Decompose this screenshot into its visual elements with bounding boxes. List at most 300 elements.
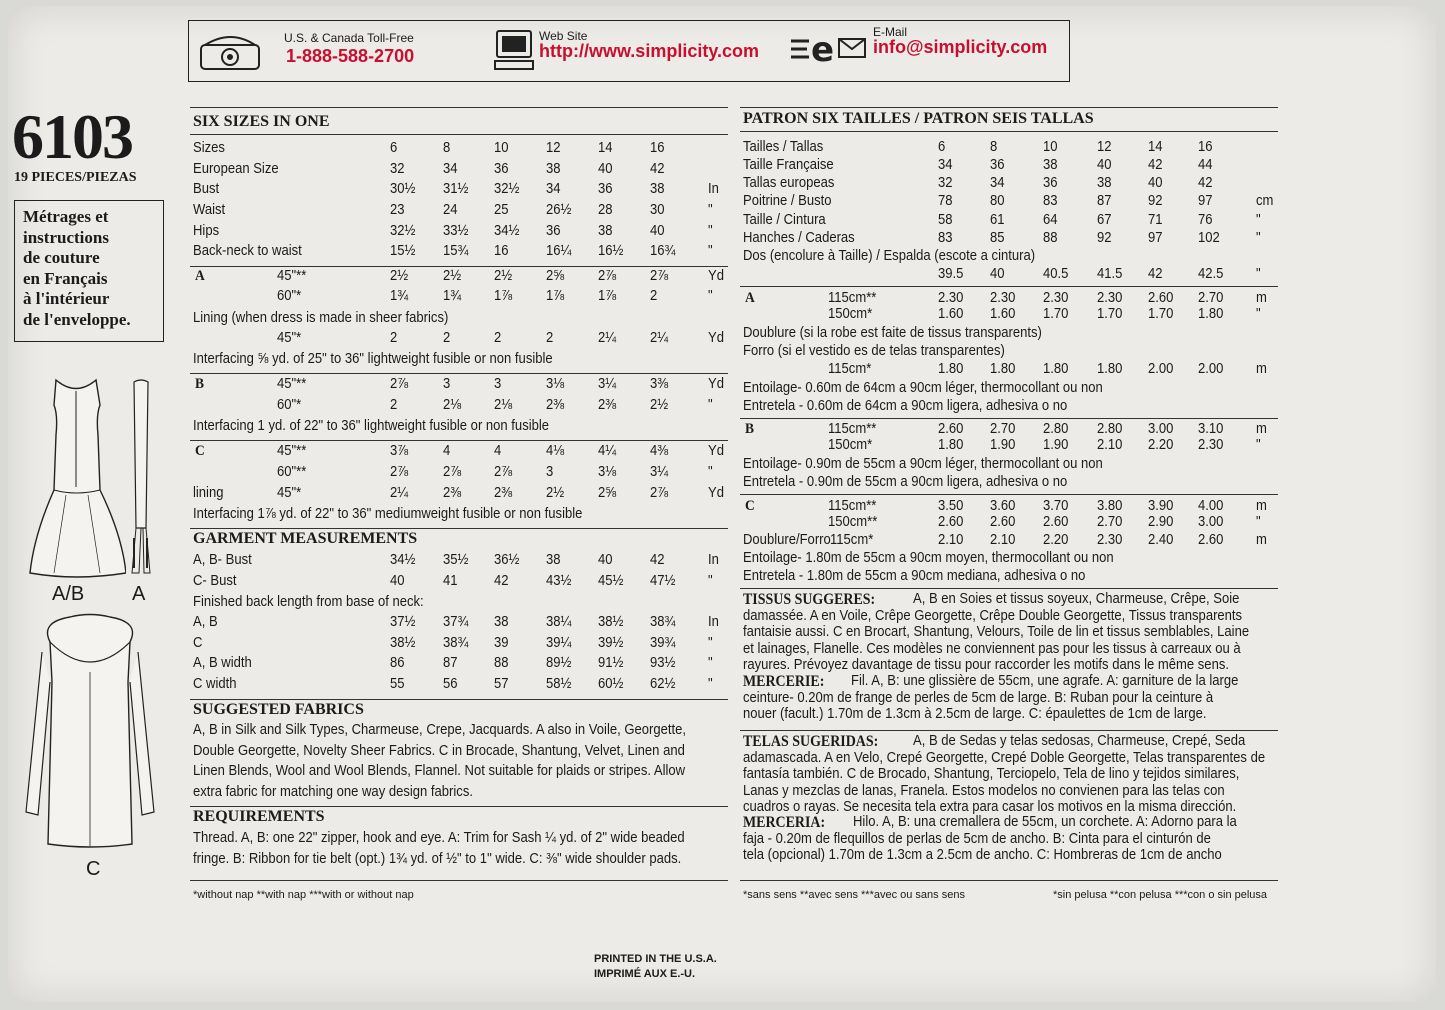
size-value: 12 bbox=[546, 140, 561, 156]
size-value: 2¼ bbox=[390, 485, 409, 501]
email-section bbox=[789, 21, 1067, 79]
divider bbox=[740, 588, 1278, 589]
size-value: 40 bbox=[390, 573, 405, 589]
size-value: 32½ bbox=[494, 181, 520, 197]
french-note-line: Métrages et bbox=[23, 207, 109, 226]
fabric-width: 115cm** bbox=[828, 290, 877, 306]
size-value: 37¾ bbox=[443, 614, 469, 630]
telephone-icon bbox=[197, 27, 267, 73]
size-value: 2.00 bbox=[1198, 361, 1224, 377]
divider bbox=[740, 494, 1278, 495]
printed-line: PRINTED IN THE U.S.A. bbox=[594, 953, 717, 965]
size-value: 3⅛ bbox=[598, 464, 617, 480]
size-value: 28 bbox=[598, 202, 613, 218]
merceria-title: MERCERIA: bbox=[743, 814, 826, 831]
size-value: 1.80 bbox=[1043, 361, 1069, 377]
size-value: 2.20 bbox=[1148, 437, 1174, 453]
size-value: 97 bbox=[1198, 193, 1213, 209]
size-value: 2⅜ bbox=[598, 397, 617, 413]
size-value: 42 bbox=[1148, 157, 1163, 173]
size-value: 24 bbox=[443, 202, 458, 218]
size-value: 61 bbox=[990, 212, 1005, 228]
fabric-width: 150cm* bbox=[828, 437, 873, 453]
telas-text: adamascada. A en Velo, Crepé Georgette, Crepé Doble Georgette, Telas transparentes de bbox=[743, 749, 1266, 766]
view-label: A bbox=[195, 268, 205, 284]
size-value: 4.00 bbox=[1198, 498, 1224, 514]
size-value: 2⅞ bbox=[650, 268, 669, 284]
size-value: 55 bbox=[390, 675, 405, 692]
merceria-text: Hilo. A, B: una cremallera de 55cm, un corchete. A: Adorno para la bbox=[853, 814, 1237, 830]
unit-label: Yd bbox=[708, 443, 724, 459]
size-value: 1.80 bbox=[938, 361, 964, 377]
divider bbox=[190, 134, 728, 135]
size-value: 88 bbox=[1043, 230, 1058, 246]
size-value: 1⅞ bbox=[494, 288, 513, 304]
size-value: 38 bbox=[598, 223, 613, 239]
fabric-width: 115cm** bbox=[828, 498, 877, 514]
size-value: 2.90 bbox=[1148, 514, 1174, 530]
size-value: 2⅜ bbox=[546, 397, 565, 413]
size-value: 36 bbox=[546, 223, 561, 239]
size-value: 4¼ bbox=[598, 443, 617, 459]
lining-note: Forro (si el vestido es de telas transparentes) bbox=[743, 343, 1005, 359]
fabric-width: 115cm* bbox=[828, 361, 872, 377]
web-url[interactable]: http://www.simplicity.com bbox=[539, 41, 760, 61]
size-value: 2.30 bbox=[990, 290, 1016, 306]
size-value: 1⅞ bbox=[546, 288, 565, 304]
size-value: 1¾ bbox=[390, 288, 409, 304]
size-value: 1.80 bbox=[990, 361, 1016, 377]
pattern-number: 6103 bbox=[12, 101, 132, 172]
divider bbox=[740, 418, 1278, 419]
french-note-box bbox=[14, 200, 164, 342]
size-value: 32½ bbox=[390, 223, 416, 239]
size-value: 2 bbox=[443, 330, 451, 346]
size-value: 3⅜ bbox=[650, 376, 669, 392]
unit-label: " bbox=[708, 202, 713, 218]
email-icon bbox=[789, 25, 869, 73]
size-value: 2½ bbox=[650, 397, 669, 413]
fabric-width: 45"** bbox=[277, 443, 307, 459]
size-value: 2.60 bbox=[1198, 532, 1224, 548]
tissus-text: et lainages, Flanelle. Ces modèles ne conviennent pas pour les tissus à carreaux ou à bbox=[743, 640, 1241, 657]
footnote-es: *sin pelusa **con pelusa ***con o sin pelusa bbox=[1053, 889, 1268, 901]
size-value: 3 bbox=[443, 376, 451, 392]
size-value: 2⅞ bbox=[443, 464, 462, 480]
size-value: 40 bbox=[990, 266, 1005, 282]
view-label: A bbox=[745, 290, 755, 306]
size-value: 2⅜ bbox=[494, 485, 513, 501]
size-value: 39¾ bbox=[650, 634, 676, 651]
interfacing-note: Entoilage- 0.60m de 64cm a 90cm léger, thermocollant ou non bbox=[743, 380, 1103, 396]
web-label: Web Site bbox=[539, 29, 588, 43]
unit-label: " bbox=[708, 573, 713, 589]
size-value: 92 bbox=[1148, 193, 1163, 209]
size-value: 38½ bbox=[598, 614, 624, 630]
tissus-text: damassée. A en Voile, Crêpe Georgette, Crêpe Double Georgette, Tissus transparents bbox=[743, 607, 1243, 624]
size-value: 34½ bbox=[390, 552, 416, 568]
size-value: 3.80 bbox=[1097, 498, 1123, 514]
size-value: 1.80 bbox=[1198, 306, 1224, 322]
row-label: Bust bbox=[193, 181, 220, 197]
size-value: 1.90 bbox=[1043, 437, 1069, 453]
computer-icon bbox=[493, 27, 537, 73]
size-value: 15¾ bbox=[443, 243, 469, 259]
figure-label-ab: A/B bbox=[52, 583, 85, 605]
size-value: 2⅞ bbox=[494, 464, 513, 480]
size-value: 2½ bbox=[443, 268, 462, 284]
section-title-fabrics: SUGGESTED FABRICS bbox=[193, 701, 364, 718]
unit-label: m bbox=[1256, 361, 1267, 377]
size-value: 35½ bbox=[443, 552, 469, 568]
requirements-text: Thread. A, B: one 22" zipper, hook and eye. A: Trim for Sash ¼ yd. of 2" wide beaded bbox=[193, 830, 685, 846]
unit-label: Yd bbox=[708, 376, 724, 392]
size-value: 40 bbox=[1148, 175, 1163, 191]
size-value: 1.60 bbox=[990, 306, 1016, 322]
unit-label: " bbox=[1256, 514, 1261, 530]
size-value: 36 bbox=[1043, 175, 1058, 191]
fabrics-text: Linen Blends, Wool and Wool Blends, Flannel. Not suitable for plaids or stripes. Allow bbox=[193, 763, 686, 779]
size-value: 2⅞ bbox=[390, 376, 409, 392]
unit-label: m bbox=[1256, 498, 1267, 514]
size-value: 41.5 bbox=[1097, 266, 1123, 282]
row-label: C width bbox=[193, 675, 237, 692]
size-value: 62½ bbox=[650, 675, 676, 692]
size-value: 2.40 bbox=[1148, 532, 1174, 548]
size-value: 1.70 bbox=[1043, 306, 1069, 322]
size-value: 42 bbox=[650, 161, 665, 177]
row-label: European Size bbox=[193, 161, 279, 177]
french-note-line: instructions bbox=[23, 227, 109, 247]
size-value: 31½ bbox=[443, 181, 469, 197]
size-value: 86 bbox=[390, 655, 405, 671]
size-value: 2.70 bbox=[1198, 290, 1224, 306]
merceria-text: faja - 0.20m de flequillos de perlas de 5cm de ancho. B: Cinta para el cinturón de bbox=[743, 830, 1211, 847]
fabric-width: 150cm** bbox=[828, 514, 878, 530]
unit-label: " bbox=[708, 397, 713, 413]
dress-sketch-ab bbox=[26, 375, 126, 580]
view-label: B bbox=[195, 376, 205, 392]
unit-label: Yd bbox=[708, 485, 724, 501]
divider bbox=[740, 730, 1278, 731]
size-value: 42 bbox=[1148, 266, 1163, 282]
size-value: 2.60 bbox=[938, 514, 964, 530]
unit-label: " bbox=[1256, 306, 1261, 322]
section-title-requirements: REQUIREMENTS bbox=[193, 808, 325, 825]
view-label: C bbox=[195, 443, 205, 459]
size-value: 1¾ bbox=[443, 288, 462, 304]
size-value: 3¼ bbox=[650, 464, 669, 480]
unit-label: Yd bbox=[708, 268, 724, 284]
tissus-text: A, B en Soies et tissus soyeux, Charmeuse, Crêpe, Soie bbox=[913, 591, 1240, 607]
size-value: 87 bbox=[443, 655, 458, 671]
printed-in bbox=[594, 952, 717, 982]
interfacing-note: Interfacing 1 yd. of 22" to 36" lightweight fusible or non fusible bbox=[193, 418, 550, 434]
telas-text: A, B de Sedas y telas sedosas, Charmeuse, Crepé, Seda bbox=[913, 733, 1246, 749]
size-value: 58 bbox=[938, 212, 953, 228]
size-value: 57 bbox=[494, 675, 509, 692]
mercerie-text: Fil. A, B: une glissière de 55cm, une agrafe. A: garniture de la large bbox=[851, 673, 1239, 689]
row-label: Hanches / Caderas bbox=[743, 230, 855, 246]
size-value: 3⅞ bbox=[390, 443, 409, 459]
unit-label: Yd bbox=[708, 330, 724, 346]
view-label: lining bbox=[193, 485, 224, 501]
size-value: 2¼ bbox=[650, 330, 669, 346]
divider bbox=[740, 286, 1278, 287]
email-address[interactable]: info@simplicity.com bbox=[873, 37, 1048, 57]
size-value: 14 bbox=[1148, 139, 1163, 155]
size-value: 2.30 bbox=[1198, 437, 1224, 453]
phone-number[interactable]: 1-888-588-2700 bbox=[286, 46, 415, 66]
mercerie-text: ceinture- 0.20m de frange de perles de 5cm de large. B: Ruban pour la ceinture à bbox=[743, 689, 1214, 706]
size-value: 83 bbox=[938, 230, 953, 246]
coat-sketch-c bbox=[20, 612, 160, 852]
size-value: 2 bbox=[494, 330, 502, 346]
unit-label: " bbox=[708, 223, 713, 239]
unit-label: " bbox=[1256, 212, 1261, 228]
size-value: 2.10 bbox=[1097, 437, 1123, 453]
fabric-width: 60"** bbox=[277, 464, 307, 480]
row-label: Tallas europeas bbox=[743, 175, 835, 191]
size-value: 3.00 bbox=[1148, 421, 1174, 437]
size-value: 10 bbox=[494, 140, 509, 156]
size-value: 39½ bbox=[598, 634, 624, 651]
unit-label: " bbox=[1256, 230, 1261, 246]
unit-label: " bbox=[708, 464, 713, 480]
size-value: 40 bbox=[598, 552, 613, 568]
divider bbox=[190, 373, 728, 374]
size-value: 32 bbox=[938, 175, 953, 191]
contact-bar bbox=[188, 20, 1070, 82]
size-value: 87 bbox=[1097, 193, 1112, 209]
size-value: 36 bbox=[990, 157, 1005, 173]
interfacing-note: Entoilage- 1.80m de 55cm a 90cm moyen, thermocollant ou non bbox=[743, 550, 1114, 566]
tissus-title: TISSUS SUGGERES: bbox=[743, 591, 876, 608]
size-value: 60½ bbox=[598, 675, 624, 692]
size-value: 2.30 bbox=[1097, 290, 1123, 306]
size-value: 38¼ bbox=[546, 614, 572, 630]
size-value: 2.10 bbox=[938, 532, 964, 548]
unit-label: " bbox=[708, 288, 713, 304]
size-value: 38¾ bbox=[443, 634, 469, 651]
size-value: 4⅛ bbox=[546, 443, 565, 459]
size-value: 2.60 bbox=[990, 514, 1016, 530]
size-value: 2 bbox=[390, 397, 398, 413]
size-value: 40 bbox=[1097, 157, 1112, 173]
interfacing-note: Interfacing ⅝ yd. of 25" to 36" lightweight fusible or non fusible bbox=[193, 351, 553, 367]
size-value: 78 bbox=[938, 193, 953, 209]
size-value: 2.00 bbox=[1148, 361, 1174, 377]
size-value: 36½ bbox=[494, 552, 520, 568]
fabrics-text: Double Georgette, Novelty Sheer Fabrics. C in Brocade, Shantung, Velvet, Linen and bbox=[193, 742, 685, 759]
size-value: 64 bbox=[1043, 212, 1058, 228]
size-value: 26½ bbox=[546, 202, 572, 218]
size-value: 16¾ bbox=[650, 243, 676, 259]
size-value: 6 bbox=[938, 139, 946, 155]
size-value: 36 bbox=[494, 161, 509, 177]
tissus-text: fantaisie aussi. C en Brocart, Shantung, Velours, Toile de lin et tissus semblables, Laine bbox=[743, 624, 1250, 640]
size-value: 12 bbox=[1097, 139, 1112, 155]
size-value: 1.80 bbox=[938, 437, 964, 453]
size-value: 58½ bbox=[546, 675, 572, 692]
interfacing-note: Entretela - 0.60m de 64cm a 90cm ligera, adhesiva o no bbox=[743, 398, 1068, 414]
telas-text: cuadros o rayas. Se necesita tela extra para casar los motivos en la misma dirección. bbox=[743, 799, 1237, 815]
size-value: 71 bbox=[1148, 212, 1163, 228]
section-title-sizes-fr: PATRON SIX TAILLES / PATRON SEIS TALLAS bbox=[743, 110, 1094, 127]
sash-sketch-a bbox=[128, 378, 154, 576]
divider bbox=[190, 880, 728, 881]
unit-label: " bbox=[708, 675, 713, 692]
size-value: 16¼ bbox=[546, 243, 572, 259]
telas-title: TELAS SUGERIDAS: bbox=[743, 733, 879, 750]
unit-label: " bbox=[1256, 437, 1261, 453]
size-value: 92 bbox=[1097, 230, 1112, 246]
size-value: 91½ bbox=[598, 655, 624, 671]
size-value: 3.10 bbox=[1198, 421, 1224, 437]
size-value: 2.70 bbox=[990, 421, 1016, 437]
size-value: 42 bbox=[1198, 175, 1213, 191]
size-value: 2⅝ bbox=[598, 485, 617, 501]
telas-text: Lanas y mezclas de lanas, Franela. Estos modelos no convienen para las telas con bbox=[743, 782, 1225, 799]
unit-label: m bbox=[1256, 421, 1267, 437]
size-value: 2 bbox=[650, 288, 658, 304]
size-value: 67 bbox=[1097, 212, 1112, 228]
size-value: 16½ bbox=[598, 243, 624, 259]
unit-label: cm bbox=[1256, 193, 1274, 209]
tissus-text: rayures. Prévoyez davantage de tissu pour raccorder les motifs dans le même sens. bbox=[743, 657, 1229, 673]
piece-count: 19 PIECES/PIEZAS bbox=[14, 170, 137, 185]
size-value: 40.5 bbox=[1043, 266, 1069, 282]
size-value: 97 bbox=[1148, 230, 1163, 246]
fabrics-text: extra fabric for matching one way design fabrics. bbox=[193, 783, 473, 800]
size-value: 2¼ bbox=[598, 330, 617, 346]
divider bbox=[740, 131, 1278, 132]
size-value: 43½ bbox=[546, 573, 572, 589]
size-value: 33½ bbox=[443, 223, 469, 239]
size-value: 2⅝ bbox=[546, 268, 565, 284]
requirements-text: fringe. B: Ribbon for tie belt (opt.) 1¾ yd. of ½" to 1" wide. C: ⅜" wide shoulder pads. bbox=[193, 850, 682, 867]
size-value: 39¼ bbox=[546, 634, 572, 651]
unit-label: m bbox=[1256, 532, 1267, 548]
size-value: 2½ bbox=[494, 268, 513, 284]
size-value: 8 bbox=[990, 139, 998, 155]
size-value: 2 bbox=[390, 330, 398, 346]
size-value: 4 bbox=[443, 443, 451, 459]
size-value: 2.60 bbox=[1043, 514, 1069, 530]
divider bbox=[190, 440, 728, 441]
divider bbox=[740, 107, 1278, 108]
view-label: C bbox=[745, 498, 755, 514]
unit-label: " bbox=[708, 655, 713, 671]
size-value: 38½ bbox=[390, 634, 416, 651]
unit-label: " bbox=[708, 243, 713, 259]
unit-label: m bbox=[1256, 290, 1267, 306]
size-value: 1.70 bbox=[1097, 306, 1123, 322]
size-value: 2⅞ bbox=[650, 485, 669, 501]
size-value: 16 bbox=[650, 140, 665, 156]
size-value: 2½ bbox=[390, 268, 409, 284]
size-value: 8 bbox=[443, 140, 451, 156]
unit-label: " bbox=[1256, 266, 1261, 282]
size-value: 2½ bbox=[546, 485, 565, 501]
french-note-line: à l'intérieur bbox=[23, 289, 110, 308]
lining-note: Doublure (si la robe est faite de tissus transparents) bbox=[743, 325, 1042, 341]
row-label: C- Bust bbox=[193, 573, 237, 589]
size-value: 1.60 bbox=[938, 306, 964, 322]
interfacing-note: Entretela - 1.80m de 55cm a 90cm mediana, adhesiva o no bbox=[743, 568, 1086, 584]
size-value: 1.70 bbox=[1148, 306, 1174, 322]
size-value: 39.5 bbox=[938, 266, 964, 282]
size-value: 37½ bbox=[390, 614, 416, 630]
size-value: 38 bbox=[546, 552, 561, 568]
back-length-note: Finished back length from base of neck: bbox=[193, 594, 424, 610]
unit-label: In bbox=[708, 552, 719, 568]
row-label: Sizes bbox=[193, 140, 225, 156]
footnote-fr: *sans sens **avec sens ***avec ou sans sens bbox=[743, 889, 965, 901]
figure-label-a: A bbox=[132, 583, 146, 605]
fabrics-text: A, B in Silk and Silk Types, Charmeuse, Crepe, Jacquards. A also in Voile, Georgette, bbox=[193, 722, 687, 738]
view-label: Doublure/Forro bbox=[743, 532, 831, 548]
fabric-width: 115cm** bbox=[828, 421, 877, 437]
size-value: 3.70 bbox=[1043, 498, 1069, 514]
size-value: 2⅞ bbox=[598, 268, 617, 284]
size-value: 34 bbox=[938, 157, 953, 173]
footnote: *without nap **with nap ***with or without nap bbox=[193, 889, 414, 901]
size-value: 89½ bbox=[546, 655, 572, 671]
size-value: 2.60 bbox=[1148, 290, 1174, 306]
size-value: 23 bbox=[390, 202, 405, 218]
divider bbox=[740, 880, 1278, 881]
row-label: Back-neck to waist bbox=[193, 243, 302, 259]
size-value: 38 bbox=[546, 161, 561, 177]
size-value: 3.50 bbox=[938, 498, 964, 514]
french-note-line: en Français bbox=[23, 268, 108, 288]
size-value: 3¼ bbox=[598, 376, 617, 392]
size-value: 30½ bbox=[390, 181, 416, 197]
row-label: A, B- Bust bbox=[193, 552, 252, 568]
fabric-width: 60"* bbox=[277, 397, 302, 413]
size-value: 2.30 bbox=[938, 290, 964, 306]
size-value: 34 bbox=[443, 161, 458, 177]
size-value: 36 bbox=[598, 181, 613, 197]
size-value: 102 bbox=[1198, 230, 1220, 246]
size-value: 38 bbox=[494, 614, 509, 630]
size-value: 34 bbox=[990, 175, 1005, 191]
size-value: 41 bbox=[443, 573, 458, 589]
size-value: 2.70 bbox=[1097, 514, 1123, 530]
fabric-width: 150cm* bbox=[828, 306, 873, 322]
size-value: 3 bbox=[546, 464, 554, 480]
row-label: A, B bbox=[193, 614, 218, 630]
size-value: 2.20 bbox=[1043, 532, 1069, 548]
phone-label: U.S. & Canada Toll-Free bbox=[284, 31, 414, 45]
size-value: 2⅛ bbox=[494, 397, 513, 413]
interfacing-note: Entoilage- 0.90m de 55cm a 90cm léger, thermocollant ou non bbox=[743, 456, 1103, 472]
size-value: 16 bbox=[494, 243, 509, 259]
size-value: 3 bbox=[494, 376, 502, 392]
size-value: 2⅜ bbox=[443, 485, 462, 501]
size-value: 85 bbox=[990, 230, 1005, 246]
phone-section bbox=[189, 21, 449, 79]
size-value: 16 bbox=[1198, 139, 1213, 155]
divider bbox=[190, 107, 728, 108]
size-value: 38 bbox=[1043, 157, 1058, 173]
size-value: 2 bbox=[546, 330, 554, 346]
unit-label: In bbox=[708, 614, 719, 630]
french-note-line: de couture bbox=[23, 248, 100, 267]
size-value: 83 bbox=[1043, 193, 1058, 209]
size-value: 45½ bbox=[598, 573, 624, 589]
